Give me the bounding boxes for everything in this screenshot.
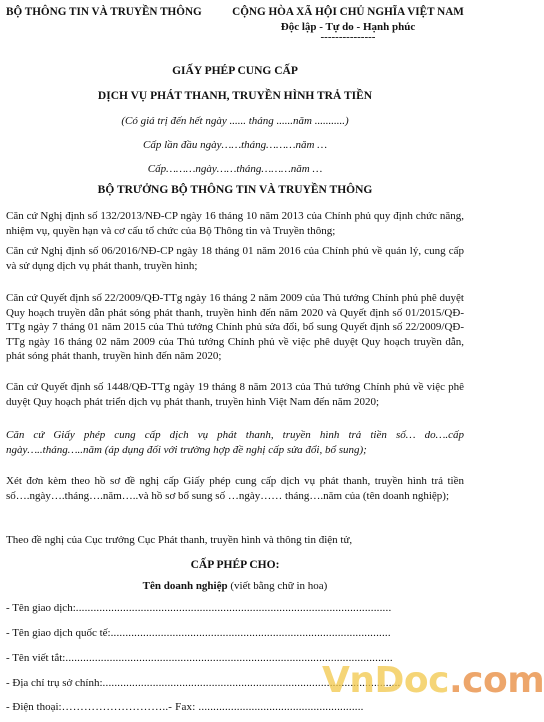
country-name: CỘNG HÒA XÃ HỘI CHỦ NGHĨA VIỆT NAM <box>232 6 464 18</box>
ministry-name: BỘ THÔNG TIN VÀ TRUYỀN THÔNG <box>6 6 202 18</box>
national-motto: Độc lập - Tự do - Hạnh phúc <box>280 21 416 33</box>
field-label: - Điện thoại: <box>6 701 62 713</box>
field-blank: ............................................................................................................... <box>65 652 393 664</box>
field-international-name <box>6 627 446 639</box>
first-issue-line: Cấp lần đầu ngày……tháng………năm … <box>143 139 327 151</box>
national-header <box>232 6 464 43</box>
field-blank: ………………………..- Fax: ........................................................ <box>61 701 364 713</box>
issuing-authority: BỘ TRƯỞNG BỘ THÔNG TIN VÀ TRUYỀN THÔNG <box>97 184 373 196</box>
company-name-label: Tên doanh nghiệp <box>142 580 228 592</box>
field-label: - Địa chỉ trụ sở chính: <box>6 677 103 689</box>
field-label: - Tên viết tắt: <box>6 652 66 664</box>
field-phone-fax <box>6 701 446 713</box>
watermark-part1: VnDoc <box>322 660 449 701</box>
legal-basis-paragraph: Căn cứ Quyết định số 1448/QĐ-TTg ngày 19 tháng 8 năm 2013 của Thủ tướng Chính phủ về việc phê duyệt Quy hoạch phát triển dịch vụ phát thanh, truyền hình Việt Nam đến năm 2020; <box>6 381 464 408</box>
issue-line: Cấp………ngày……tháng………năm … <box>147 163 323 175</box>
legal-basis-paragraph: Căn cứ Quyết định số 22/2009/QĐ-TTg ngày 16 tháng 2 năm 2009 của Thủ tướng Chính phủ phê duyệt Quy hoạch truyền dẫn phát sóng phát thanh, truyền hình đến năm 2020 và Quyết định số 01/2015/QĐ-TTg ngày 7 tháng 01 năm 2015 của Thủ tướng Chính phủ sửa đổi, bổ sung Quyết định số 22/2009/QĐ-TTg ngày 16 tháng 02 năm 2009 của Thủ tướng Chính phủ về việc phê duyệt Quy hoạch truyền dẫn, phát sóng phát thanh, truyền hình đến năm 2020; <box>6 292 464 363</box>
document-title-line2: DỊCH VỤ PHÁT THANH, TRUYỀN HÌNH TRẢ TIỀN <box>97 90 373 102</box>
legal-basis-paragraph-italic: Căn cứ Giấy phép cung cấp dịch vụ phát thanh, truyền hình trả tiền số… do….cấp ngày…..tháng…..năm (áp dụng đối với trường hợp đề nghị cấp sửa đổi, bổ sung); <box>6 429 464 456</box>
field-blank: ..................................................................................................... <box>102 677 401 689</box>
vndoc-watermark-logo <box>322 660 544 701</box>
application-paragraph: Xét đơn kèm theo hồ sơ đề nghị cấp Giấy phép cung cấp dịch vụ phát thanh, truyền hình trả tiền số….ngày….tháng….năm…..và hồ sơ bổ sung số …ngày…… tháng….năm của (tên doanh nghiệp); <box>6 475 464 502</box>
field-blank: ........................................................................................................... <box>75 602 392 614</box>
document-title-line1: GIẤY PHÉP CUNG CẤP <box>172 65 298 77</box>
watermark-part2: .com <box>448 660 544 701</box>
proposal-paragraph: Theo đề nghị của Cục trưởng Cục Phát thanh, truyền hình và thông tin điện tử, <box>6 534 353 546</box>
field-label: - Tên giao dịch: <box>6 602 76 614</box>
validity-line: (Có giá trị đến hết ngày ...... tháng ......năm ...........) <box>121 115 349 127</box>
company-name-line <box>0 580 470 592</box>
field-trade-name <box>6 602 446 614</box>
motto-rule: --------------- <box>320 31 376 43</box>
grant-heading: CẤP PHÉP CHO: <box>190 559 280 571</box>
company-name-hint: (viết bằng chữ in hoa) <box>230 580 328 592</box>
field-blank: ............................................................................................... <box>110 627 391 639</box>
legal-basis-paragraph: Căn cứ Nghị định số 132/2013/NĐ-CP ngày 16 tháng 10 năm 2013 của Chính phủ quy định chức năng, nhiệm vụ, quyền hạn và cơ cấu tổ chức của Bộ Thông tin và Truyền thông; <box>6 210 464 237</box>
legal-basis-paragraph: Căn cứ Nghị định số 06/2016/NĐ-CP ngày 18 tháng 01 năm 2016 của Chính phủ về quản lý, cung cấp và sử dụng dịch vụ phát thanh, truyền hình; <box>6 245 464 272</box>
field-label: - Tên giao dịch quốc tế: <box>6 627 111 639</box>
